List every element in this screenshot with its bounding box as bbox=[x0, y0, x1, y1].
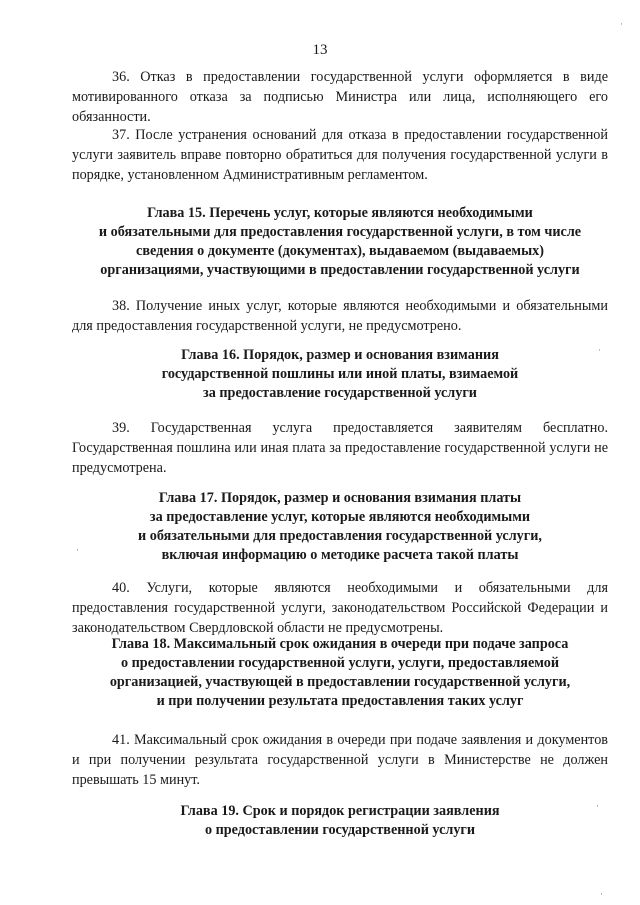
chapter-17-heading bbox=[72, 489, 608, 565]
paragraph-40 bbox=[72, 578, 608, 638]
chapter-17-heading-line: за предоставление услуг, которые являются необходимыми bbox=[149, 509, 531, 525]
chapter-18-heading-line: организацией, участвующей в предоставлении государственной услуги, bbox=[109, 674, 571, 690]
paragraph-41 bbox=[72, 730, 608, 790]
paragraph-37 bbox=[72, 125, 608, 185]
paragraph-36 bbox=[72, 67, 608, 127]
chapter-17-heading-line: Глава 17. Порядок, размер и основания взимания платы bbox=[158, 490, 522, 506]
chapter-16-heading bbox=[72, 346, 608, 403]
chapter-19-heading bbox=[72, 802, 608, 840]
chapter-16-heading-line: государственной пошлины или иной платы, взимаемой bbox=[161, 366, 519, 382]
paragraph-37-text: 37. После устранения оснований для отказа в предоставлении государственной услуги заявитель вправе повторно обратиться для получения государственной услуги в порядке, установленном Административным регламентом. bbox=[72, 127, 608, 183]
paragraph-38-text: 38. Получение иных услуг, которые являются необходимыми и обязательными для предоставления государственной услуги, не предусмотрено. bbox=[72, 298, 608, 334]
chapter-15-heading-line: и обязательными для предоставления государственной услуги, в том числе bbox=[98, 224, 582, 240]
chapter-17-heading-line: и обязательными для предоставления государственной услуги, bbox=[138, 528, 542, 544]
scan-speck: · bbox=[620, 19, 623, 29]
chapter-18-heading-line: Глава 18. Максимальный срок ожидания в очереди при подаче запроса bbox=[111, 636, 569, 652]
chapter-18-heading bbox=[72, 635, 608, 711]
paragraph-40-text: 40. Услуги, которые являются необходимыми и обязательными для предоставления государственной услуги, законодательством Российской Федерации и законодательством Свердловской области не предусмотрены. bbox=[72, 580, 608, 636]
paragraph-39-text: 39. Государственная услуга предоставляется заявителям бесплатно. Государственная пошлина или иная плата за предоставление государственной услуги не предусмотрена. bbox=[72, 420, 608, 476]
paragraph-38 bbox=[72, 296, 608, 336]
chapter-18-heading-line: и при получении результата предоставления таких услуг bbox=[156, 693, 524, 709]
chapter-16-heading-line: Глава 16. Порядок, размер и основания взимания bbox=[181, 347, 499, 363]
chapter-17-heading-line: включая информацию о методике расчета такой платы bbox=[161, 547, 519, 563]
chapter-15-heading bbox=[72, 204, 608, 280]
paragraph-39 bbox=[72, 418, 608, 478]
chapter-18-heading-line: о предоставлении государственной услуги, услуги, предоставляемой bbox=[120, 655, 560, 671]
chapter-19-heading-line: о предоставлении государственной услуги bbox=[204, 822, 476, 838]
scan-speck: · bbox=[598, 345, 601, 355]
chapter-19-heading-line: Глава 19. Срок и порядок регистрации заявления bbox=[180, 803, 500, 819]
chapter-15-heading-line: сведения о документе (документах), выдаваемом (выдаваемых) bbox=[136, 243, 544, 259]
chapter-16-heading-line: за предоставление государственной услуги bbox=[203, 385, 477, 401]
chapter-15-heading-line: Глава 15. Перечень услуг, которые являются необходимыми bbox=[147, 205, 533, 221]
paragraph-36-text: 36. Отказ в предоставлении государственной услуги оформляется в виде мотивированного отказа за подписью Министра или лица, исполняющего его обязанности. bbox=[72, 69, 608, 125]
chapter-15-heading-line: организациями, участвующими в предоставлении государственной услуги bbox=[100, 262, 580, 278]
page-number: 13 bbox=[312, 42, 328, 58]
scan-speck: · bbox=[76, 545, 79, 555]
paragraph-41-text: 41. Максимальный срок ожидания в очереди при подаче заявления и документов и при получении результата государственной услуги в Министерстве не должен превышать 15 минут. bbox=[72, 732, 608, 788]
scan-speck: · bbox=[600, 889, 603, 899]
scan-speck: · bbox=[596, 801, 599, 811]
